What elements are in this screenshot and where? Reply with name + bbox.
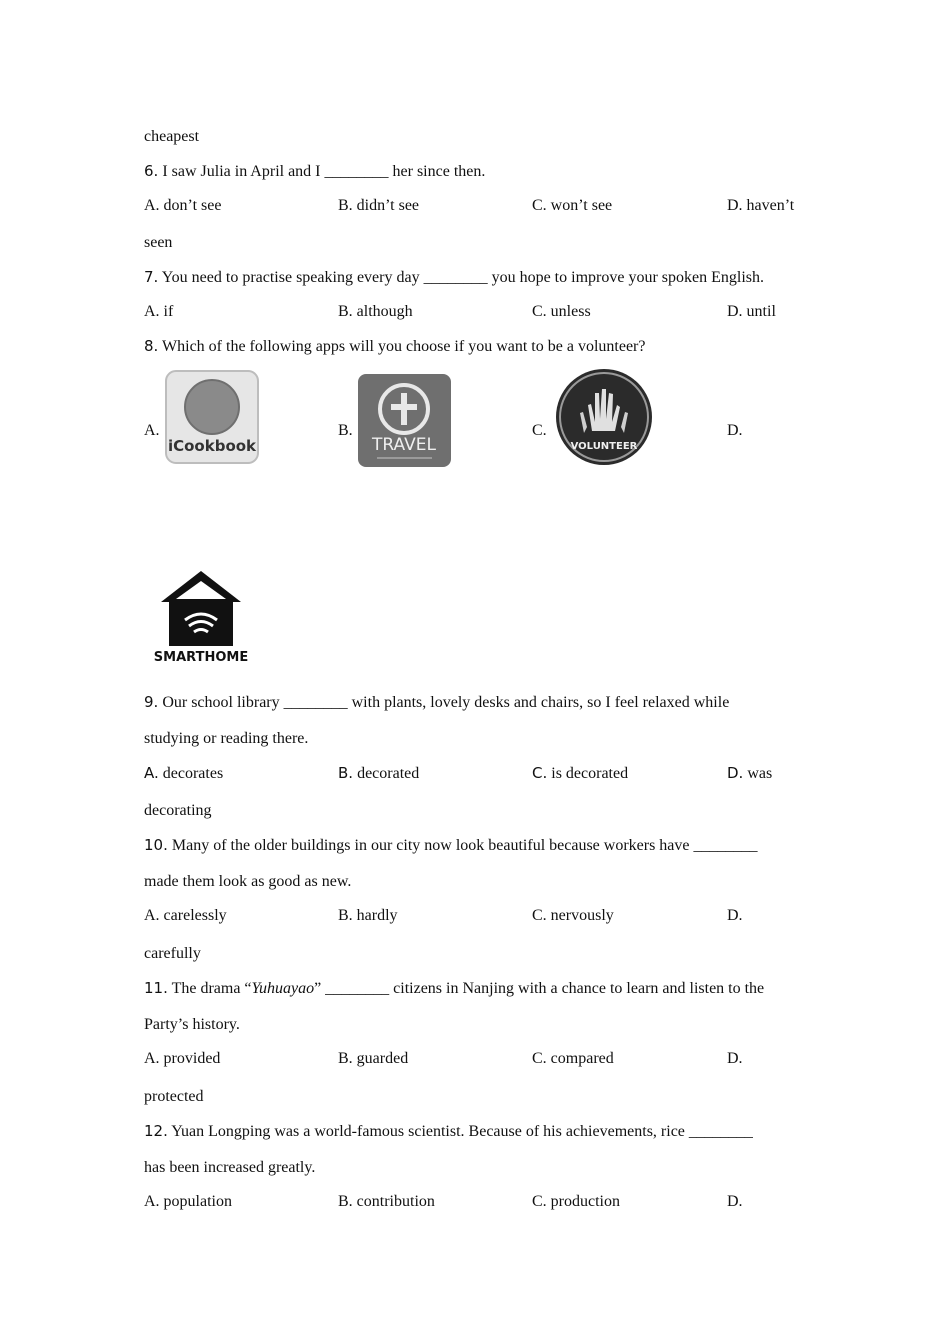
question-10 [144,835,758,856]
q9-stem-continued: studying or reading there. [144,730,309,747]
q10-option-d: D. [727,907,743,924]
q8-option-c-letter: C. [532,422,547,439]
q9-option-d: D. was [727,764,773,782]
q11-option-b: B. guarded [338,1050,409,1067]
q11-option-c: C. compared [532,1050,614,1067]
question-stem: Which of the following apps will you choose if you want to be a volunteer? [162,338,646,355]
question-number: 6. [144,162,159,180]
smarthome-app-icon [152,568,250,666]
q12-option-d: D. [727,1193,743,1210]
question-stem-part-2: ” ________ citizens in Nanjing with a chance to learn and listen to the [314,980,765,997]
q11-option-a: A. provided [144,1050,221,1067]
question-number: 12. [144,1122,168,1140]
icookbook-app-icon [164,369,260,465]
question-stem: You need to practise speaking every day ________ you hope to improve your spoken English. [161,269,764,286]
q11-option-d-continued: protected [144,1088,204,1105]
question-8 [144,336,645,357]
q7-option-a: A. if [144,303,174,320]
drama-title: Yuhuayao [251,980,315,997]
q12-option-a: A. population [144,1193,232,1210]
question-stem-part-1: The drama “ [171,980,252,997]
question-7 [144,267,764,288]
q12-option-c: C. production [532,1193,620,1210]
q7-option-d: D. until [727,303,776,320]
q6-option-b: B. didn’t see [338,197,420,214]
q6-option-c: C. won’t see [532,197,613,214]
question-11 [144,978,764,999]
volunteer-app-icon [554,367,654,467]
q8-option-b-letter: B. [338,422,353,439]
question-number: 8. [144,337,159,355]
travel-app-icon [357,373,452,468]
q7-option-c: C. unless [532,303,591,320]
q9-option-d-continued: decorating [144,802,212,819]
q11-stem-continued: Party’s history. [144,1016,240,1033]
q12-option-b: B. contribution [338,1193,435,1210]
q6-option-a: A. don’t see [144,197,222,214]
svg-text:VOLUNTEER: VOLUNTEER [570,441,638,452]
question-stem: Yuan Longping was a world-famous scientist. Because of his achievements, rice ________ [171,1123,753,1140]
q5-option-d-continued: cheapest [144,128,200,145]
question-number: 11. [144,979,168,997]
q10-option-d-continued: carefully [144,945,201,962]
q8-option-a-letter: A. [144,422,160,439]
question-6 [144,161,485,182]
q6-option-d: D. haven’t [727,197,795,214]
svg-text:iCookbook: iCookbook [167,437,257,455]
q9-option-a: A. decorates [144,764,224,782]
q7-option-b: B. although [338,303,413,320]
q12-stem-continued: has been increased greatly. [144,1159,316,1176]
question-number: 7. [144,268,159,286]
q10-stem-continued: made them look as good as new. [144,873,352,890]
q11-option-d: D. [727,1050,743,1067]
q10-option-c: C. nervously [532,907,614,924]
question-stem: Many of the older buildings in our city now look beautiful because workers have ________ [171,837,758,854]
q10-option-b: B. hardly [338,907,398,924]
q10-option-a: A. carelessly [144,907,227,924]
question-stem: Our school library ________ with plants, lovely desks and chairs, so I feel relaxed while [162,694,730,711]
q8-option-d-letter: D. [727,422,743,439]
q9-option-c: C. is decorated [532,764,629,782]
question-9 [144,692,729,713]
question-12 [144,1121,753,1142]
question-stem: I saw Julia in April and I ________ her since then. [162,163,486,180]
svg-text:TRAVEL: TRAVEL [372,435,436,455]
q9-option-b: B. decorated [338,764,420,782]
question-number: 10. [144,836,168,854]
svg-text:SMARTHOME: SMARTHOME [153,650,249,665]
question-number: 9. [144,693,159,711]
q6-option-d-continued: seen [144,234,173,251]
